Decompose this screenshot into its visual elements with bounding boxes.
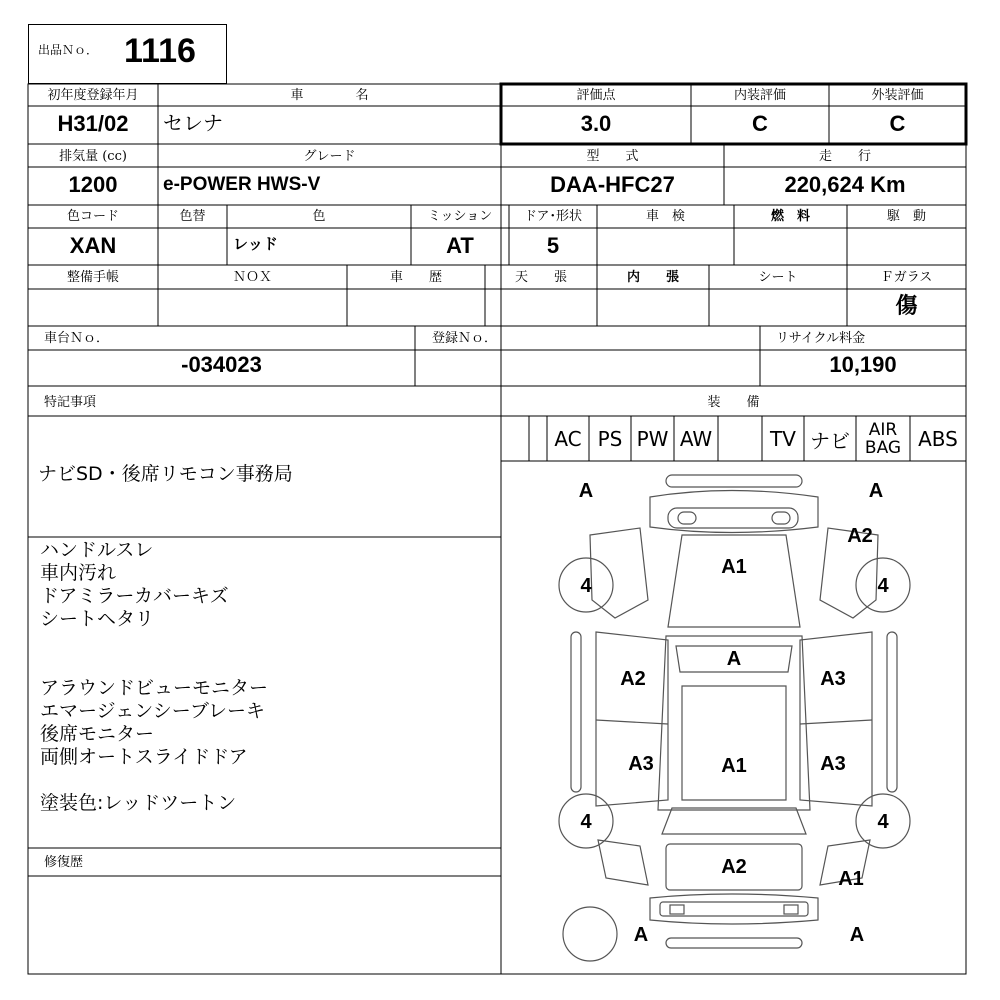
interior-value: C	[752, 111, 768, 136]
equipment-item: TV	[770, 427, 796, 451]
note-line: 車内汚れ	[40, 562, 117, 584]
mileage-label: 走 行	[818, 149, 871, 164]
equipment-item: ABS	[918, 427, 958, 451]
note-line: 両側オートスライドドア	[40, 746, 248, 768]
mark-right-front-door: A3	[820, 668, 846, 690]
mark-left-rear-door: A3	[628, 753, 654, 775]
first-reg-value: H31/02	[57, 111, 129, 136]
displacement-label: 排気量 (cc)	[59, 149, 127, 164]
recycle-label: リサイクル料金	[776, 331, 866, 346]
glass-label: Ｆガラス	[880, 270, 933, 285]
roof-label: 天 張	[514, 270, 567, 285]
note-line: シートヘタリ	[40, 608, 155, 630]
equipment-item: AW	[679, 427, 713, 451]
color-code-value: XAN	[69, 233, 117, 258]
note-line: ドアミラーカバーキズ	[40, 585, 229, 607]
note-line: エマージェンシーブレーキ	[40, 700, 266, 722]
note-line: アラウンドビューモニター	[40, 677, 269, 699]
lot-label: 出品Ｎｏ．	[38, 43, 99, 57]
interior-trim-label: 内 張	[626, 270, 679, 285]
equipment-label: 装 備	[707, 395, 760, 410]
seat-label: シート	[758, 270, 798, 285]
equipment-item: PW	[636, 427, 669, 451]
car-name-label: 車 名	[290, 88, 369, 103]
mark-right-rear-door: A3	[820, 753, 846, 775]
reg-label: 登録Ｎｏ．	[432, 331, 498, 346]
model-label: 型 式	[586, 149, 639, 164]
mark-front-right: A	[868, 480, 884, 502]
repair-label: 修復歴	[44, 855, 84, 870]
grade-value: e-POWER HWS-V	[163, 174, 321, 195]
nox-label: ＮＯＸ	[232, 270, 272, 285]
note-line: 塗装色:レッドツートン	[40, 792, 237, 814]
maintenance-label: 整備手帳	[66, 270, 119, 285]
damage-marks	[579, 480, 890, 946]
equipment-item: AC	[554, 427, 582, 451]
door-value: 5	[546, 233, 560, 258]
interior-label: 内装評価	[733, 88, 786, 103]
score-value: 3.0	[580, 111, 612, 136]
mark-rear-right: A	[849, 924, 865, 946]
color-code-label: 色コード	[66, 209, 119, 224]
mark-tire-front-left: 4	[580, 575, 592, 597]
grade-label: グレード	[303, 149, 356, 164]
equipment-item: PS	[597, 427, 623, 451]
exterior-value: C	[889, 111, 906, 136]
repaint-label: 色替	[179, 209, 206, 224]
lot-number: 1116	[124, 32, 196, 70]
color-value: レッド	[233, 235, 278, 253]
equipment-item: AIR BAG	[864, 420, 902, 458]
note-line: ハンドルスレ	[40, 539, 154, 561]
mark-tire-rear-right: 4	[877, 811, 889, 833]
chassis-value: -034023	[181, 352, 262, 377]
notes-top: ナビSD・後席リモコン事務局	[38, 463, 293, 485]
mission-label: ミッション	[427, 209, 493, 224]
shaken-label: 車 検	[645, 209, 685, 224]
mark-rear-quarter-right: A1	[838, 868, 864, 890]
score-label: 評価点	[576, 88, 616, 103]
first-reg-label: 初年度登録年月	[47, 88, 139, 103]
mark-hood: A1	[721, 556, 747, 578]
door-label: ドア･形状	[523, 209, 583, 224]
model-value: DAA-HFC27	[550, 172, 675, 197]
chassis-label: 車台Ｎｏ．	[44, 331, 110, 346]
note-line: 後席モニター	[40, 723, 155, 745]
mark-back-door: A2	[721, 856, 747, 878]
mission-value: AT	[446, 233, 474, 258]
mark-front-left: A	[578, 480, 594, 502]
mark-roof: A1	[721, 755, 747, 777]
history-label: 車 歴	[389, 270, 442, 285]
mark-rear-left: A	[633, 924, 649, 946]
equipment-item: ナビ	[810, 428, 850, 453]
notes-label: 特記事項	[44, 395, 97, 410]
mark-fender-right: A2	[847, 525, 873, 547]
displacement-value: 1200	[68, 172, 118, 197]
mark-left-front-door: A2	[620, 668, 646, 690]
recycle-value: 10,190	[829, 352, 897, 377]
car-name-value: セレナ	[163, 111, 223, 135]
mark-tire-rear-left: 4	[580, 811, 592, 833]
exterior-label: 外装評価	[871, 88, 924, 103]
mileage-value: 220,624 Km	[784, 172, 906, 197]
color-label: 色	[312, 209, 326, 224]
mark-tire-front-right: 4	[877, 575, 889, 597]
glass-value: 傷	[895, 293, 918, 319]
drive-label: 駆 動	[886, 209, 926, 224]
mark-windshield: A	[726, 648, 742, 670]
fuel-label: 燃 料	[770, 209, 810, 224]
